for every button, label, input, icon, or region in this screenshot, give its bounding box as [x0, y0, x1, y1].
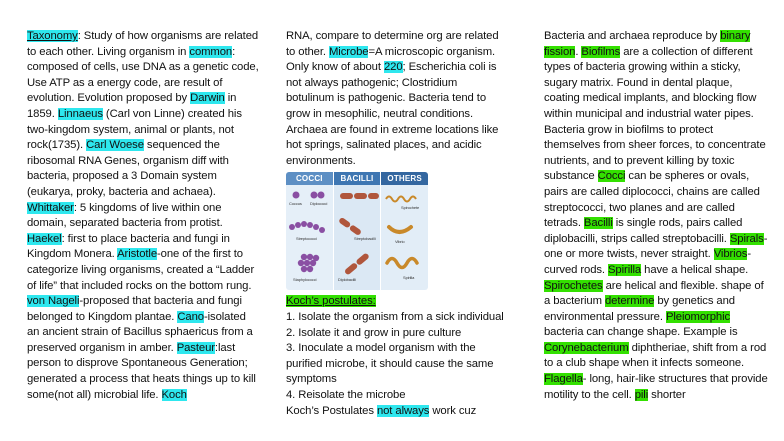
- name-pasteur: Pasteur: [176, 341, 215, 354]
- term-common: common: [189, 45, 233, 58]
- koch-postulates-heading: Koch’s postulates:: [286, 295, 376, 308]
- bacilli-panel: [334, 172, 381, 290]
- term-biofilms: Biofilms: [581, 45, 621, 58]
- text: are a collection of different types of bacteria growing within a sticky, sugary matrix. Found in dental plaque, coating medical implants, and blocking flow within municipal and industrial water pipes. Bacteria grow in biofilms to protect themselves from sheer forces, to concentrate nutrients, and to prevent killing by toxic substance: [544, 45, 766, 183]
- term-cocci: Cocci: [597, 170, 626, 183]
- term-spirals: Spirals: [729, 232, 764, 245]
- postulate-item: 3. Inoculate a model organism with the purified microbe, it should cause the same symptoms: [286, 342, 494, 386]
- column-3: Bacteria and archaea reproduce by binary fission. Biofilms are a collection of different types of bacteria growing within a sticky, sugary matrix. Found in dental plaque, coating medical implants, and blocking flow within municipal and industrial water pipes. Bacteria grow in biofilms to protect themselves from sheer forces, to concentrate nutrients, and to prevent killing by toxic substance Cocci can be spheres or ovals, pairs are called diplococci, chains are called streptococci, two planes and are called tetrads. Bacilli is single rods, pairs called diplobacilli, strips called streptobacilli. Spirals-one or more twists, never straight. Vibrios- curved rods. Spirilla have a helical shape. Spirochetes are helical and flexible. shape of a bacterium determine by genetics and environmental pressure. Pleiomorphic bacteria can change shape. Example is Corynebacterium diphtheriae, shift from a rod to a club shape when it infects someone. Flagella- long, hair-like structures that provide motility to the cell. pili shorter: [544, 29, 768, 403]
- text: is single rods, pairs called diplobacilli, strips called streptobacilli.: [544, 217, 743, 245]
- term-determine: determine: [604, 295, 655, 308]
- others-label-spirochete: Spirochete: [401, 205, 420, 211]
- name-haekel: Haekel: [27, 232, 62, 245]
- term-corynebacterium: Corynebacterium: [544, 341, 629, 354]
- cocci-title: COCCI: [286, 172, 333, 185]
- others-illustration: [381, 185, 428, 290]
- text: : composed of cells, use DNA as a genetic code, Use ATP as a energy code, are result of evolution. Evolution proposed by: [27, 45, 259, 105]
- text: : Study of how organisms are related to each other. Living organism in: [27, 30, 259, 58]
- bacilli-title: BACILLI: [334, 172, 381, 185]
- term-binary-fission: binary fission: [544, 30, 751, 58]
- others-title: OTHERS: [381, 172, 428, 185]
- text: =A microscopic organism. Only know of about: [286, 45, 496, 74]
- name-aristotle: Aristotle: [117, 248, 158, 261]
- text: -one or more twists, never straight.: [544, 232, 768, 261]
- term-pleiomorphic: Pleiomorphic: [665, 310, 731, 323]
- text: : first to place bacteria and fungi in Kingdom Monera.: [27, 232, 230, 261]
- koch-last-line: Koch’s Postulates not always work cuz: [286, 404, 477, 417]
- others-label-vibrio: Vibrio: [395, 239, 405, 245]
- bacilli-label-diplobacilli: Diplobacilli: [337, 277, 356, 283]
- phrase-not-always: not always: [376, 404, 430, 417]
- text: :last person to disprove Spontaneous Generation; generated a process that heats things up to kill some(not all) microbial life.: [27, 341, 256, 401]
- term-bacilli: Bacilli: [583, 217, 613, 230]
- text: in 1859.: [27, 92, 237, 120]
- term-flagella: Flagella: [544, 373, 583, 386]
- cocci-label-diplococci: Diplococci: [310, 201, 328, 207]
- text: - curved rods.: [544, 248, 751, 276]
- term-spirochetes: Spirochetes: [544, 279, 603, 292]
- text: diphtheriae, shift from a rod to a club shape when it infects someone.: [544, 341, 767, 370]
- postulate-item: 1. Isolate the organism from a sick individual: [286, 310, 504, 323]
- text: bacteria can change shape. Example is: [544, 326, 738, 339]
- term-vibrios: Vibrios: [713, 248, 748, 261]
- name-darwin: Darwin: [190, 92, 225, 105]
- postulate-item: 2. Isolate it and grow in pure culture: [286, 326, 462, 339]
- others-label-spirilla: Spirilla: [403, 275, 415, 281]
- text: : 5 kingdoms of live within one domain, separated bacteria from protist.: [27, 201, 223, 230]
- term-taxonomy: Taxonomy: [27, 30, 78, 42]
- number-220: 220: [383, 61, 403, 74]
- name-whittaker: Whittaker: [27, 201, 74, 214]
- term-spirilla: Spirilla: [608, 263, 642, 276]
- text: -one of the first to categorize living organisms, created a “Ladder of life” that included rocks on the bottom rung.: [27, 248, 255, 292]
- flagella-line: Flagella- long, hair-like structures that provide motility to the cell. pili shorter: [544, 373, 768, 401]
- text: are helical and flexible. shape of a bacterium: [544, 279, 764, 308]
- cocci-label-coccus: Coccus: [289, 201, 302, 207]
- text: RNA, compare to determine org are related to other.: [286, 30, 499, 58]
- text: sequenced the ribosomal RNA Genes, organism diff with bacteria, proposed a 3 Domain system (eukarya, proky, bacteria and achaea).: [27, 139, 229, 198]
- text: can be spheres or ovals, pairs are called diplococci, chains are called streptococci, two planes and are called tetrads.: [544, 170, 760, 230]
- text: -isolated an ancient strain of Bacillus sphaericus from a preserved organism in amber.: [27, 310, 253, 354]
- column-2: [286, 29, 505, 419]
- text: Bacteria and archaea reproduce by: [544, 30, 721, 42]
- bacilli-illustration: [334, 185, 381, 290]
- name-koch: Koch: [161, 388, 187, 401]
- cocci-panel: [286, 172, 333, 290]
- others-panel: [381, 172, 428, 290]
- text: ; Escherichia coli is not always pathogenic; Clostridium botulinum is pathogenic. Bacteria tend to grow in mesophilic, neutral conditions. Archaea are found in extreme locations like hot springs, salinated places, and acidic environments.: [286, 61, 499, 167]
- bacteria-shapes-figure: [286, 172, 428, 290]
- text: (Carl von Linne) created his two-kingdom system, animal or plants, not rock(1735).: [27, 107, 242, 152]
- column-1: [27, 29, 261, 403]
- name-von-nageli: von Nageli: [27, 295, 80, 308]
- postulate-item: 4. Reisolate the microbe: [286, 388, 406, 401]
- text: -proposed that bacteria and fungi belonged to Kingdom plantae.: [27, 295, 242, 323]
- cocci-label-streptococci: Streptococci: [296, 236, 317, 242]
- text: by genetics and environmental pressure.: [544, 295, 735, 323]
- name-cano: Cano: [177, 310, 204, 323]
- term-microbe: Microbe: [328, 45, 369, 58]
- cocci-label-staphylococci: Staphylococci: [293, 277, 317, 283]
- term-pili: pili: [634, 388, 649, 401]
- bacilli-label-streptobacilli: Streptobacilli: [353, 236, 376, 242]
- cocci-illustration: [286, 185, 333, 290]
- text: have a helical shape.: [641, 263, 749, 276]
- name-carl-woese: Carl Woese: [86, 139, 144, 152]
- name-linnaeus: Linnaeus: [57, 107, 103, 120]
